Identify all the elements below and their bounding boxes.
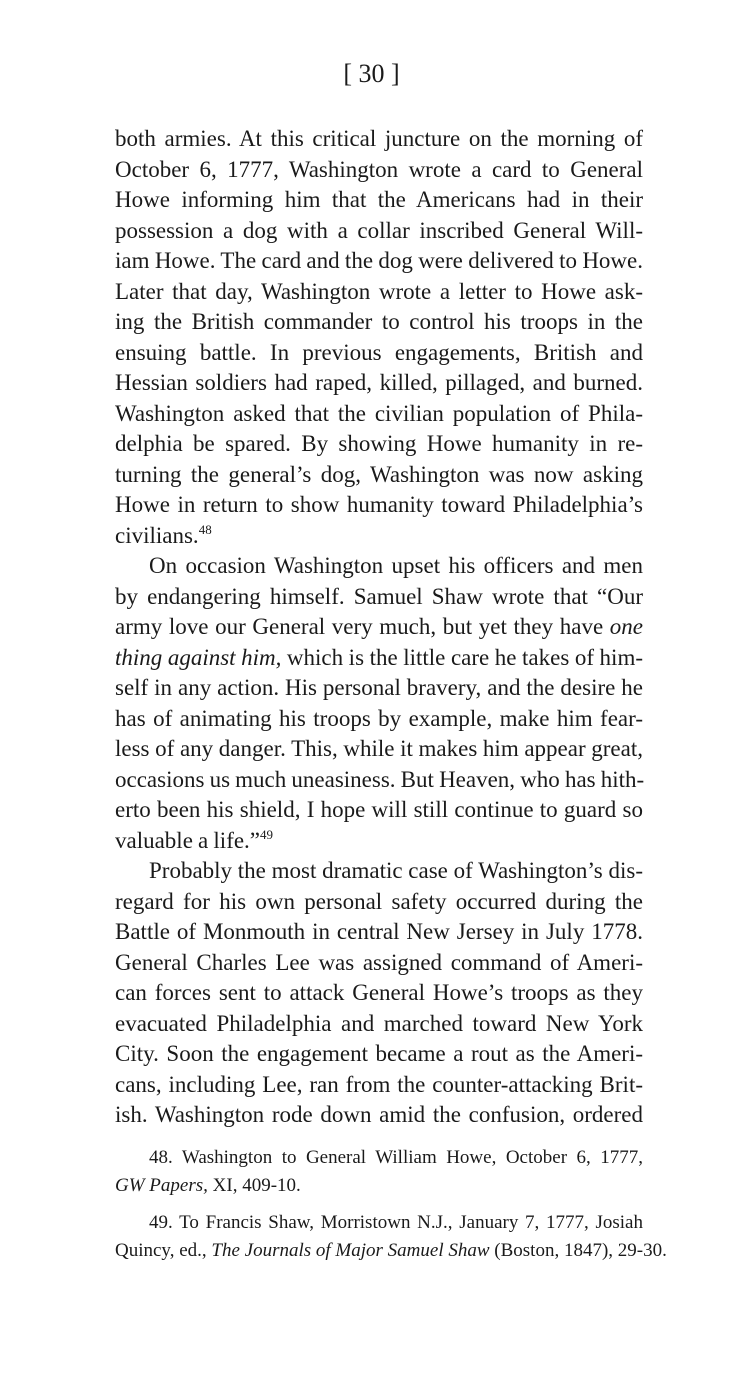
text-line: both armies. At this critical juncture on the morning of [115,126,643,151]
text-line: cans, including Lee, ran from the counter-attacking Brit- [115,1071,643,1097]
footnote-number: 48. [149,1147,173,1168]
text-line: has of animating his troops by example, make him fear- [115,705,643,731]
footnote-line [115,1237,667,1265]
footnote-ref: 49 [260,826,274,842]
text-line: less of any danger. This, while it makes him appear great, [115,736,643,761]
text-line: City. Soon the engagement became a rout as the Ameri- [115,1041,643,1066]
text-line: Washington asked that the civilian population of Phila- [115,400,643,426]
footnote-number: 49. [149,1212,173,1233]
footnote-ref: 48 [198,521,212,537]
italic-text: thing against him, [115,644,282,670]
text-line: army love our General very much, but yet they have one [115,614,643,639]
footnote-line [115,1172,643,1200]
text-line: Howe in return to show humanity toward Philadelphia’s [115,492,643,517]
paragraph [115,551,643,856]
page-number: [ 30 ] [343,59,400,88]
text-line: Howe informing him that the Americans had in their [115,187,643,212]
text-line [115,521,643,552]
footnote-text: (Boston, 1847), 29-30. [489,1240,667,1261]
text-line: October 6, 1777, Washington wrote a card to General [115,156,643,182]
text-line: ing the British commander to control his troops in the [115,309,643,334]
text-line: turning the general’s dog, Washington was now asking [115,461,643,487]
text-line: Hessian soldiers had raped, killed, pillaged, and burned. [115,370,643,395]
paragraph [115,124,643,551]
text-line: On occasion Washington upset his officers and men [149,553,643,578]
italic-text: one [609,614,643,639]
text-line: delphia be spared. By showing Howe humanity in re- [115,431,643,456]
text-line: General Charles Lee was assigned command of Ameri- [115,949,643,975]
text-line: by endangering himself. Samuel Shaw wrote that “Our [115,583,643,609]
footnote-text: Washington to General William Howe, October 6, 1777, [181,1147,643,1168]
text-line: ensuing battle. In previous engagements, British and [115,339,643,365]
text-line: erto been his shield, I hope will still continue to guard so [115,797,643,822]
text-line: possession a dog with a collar inscribed General Will- [115,217,643,243]
footnote-italic: The Journals of Major Samuel Shaw [211,1240,490,1261]
text-line: can forces sent to attack General Howe’s troops as they [115,980,643,1005]
text-line: iam Howe. The card and the dog were delivered to Howe. [115,248,643,273]
footnote-text: XI, 409-10. [207,1175,301,1196]
footnotes [115,1144,667,1274]
text-line: Battle of Monmouth in central New Jersey in July 1778. [115,919,643,944]
footnote-text: Quincy, ed., [115,1240,212,1261]
paragraph [115,856,643,1131]
footnote [115,1209,667,1265]
footnote-line [115,1144,643,1172]
text-line: self in any action. His personal bravery, and the desire he [115,675,643,700]
text-line-content: valuable a life.” [115,827,261,853]
footnote-text: To Francis Shaw, Morristown N.J., January 7, 1777, Josiah [179,1212,643,1233]
text-line: regard for his own personal safety occurred during the [115,888,643,914]
body-text [115,124,643,1131]
text-line: thing against him, which is the little care he takes of him- [115,644,643,670]
footnote [115,1144,643,1200]
text-line: Later that day, Washington wrote a letter to Howe ask- [115,278,643,304]
footnote-italic: GW Papers, [115,1175,208,1196]
text-line: ish. Washington rode down amid the confusion, ordered [115,1102,643,1127]
text-line: Probably the most dramatic case of Washington’s dis- [149,858,643,883]
text-line: evacuated Philadelphia and marched toward New York [115,1010,643,1036]
text-line-content: civilians. [115,522,199,548]
footnote-line [115,1209,643,1237]
text-line [115,826,643,857]
text-line: occasions us much uneasiness. But Heaven, who has hith- [115,766,645,792]
